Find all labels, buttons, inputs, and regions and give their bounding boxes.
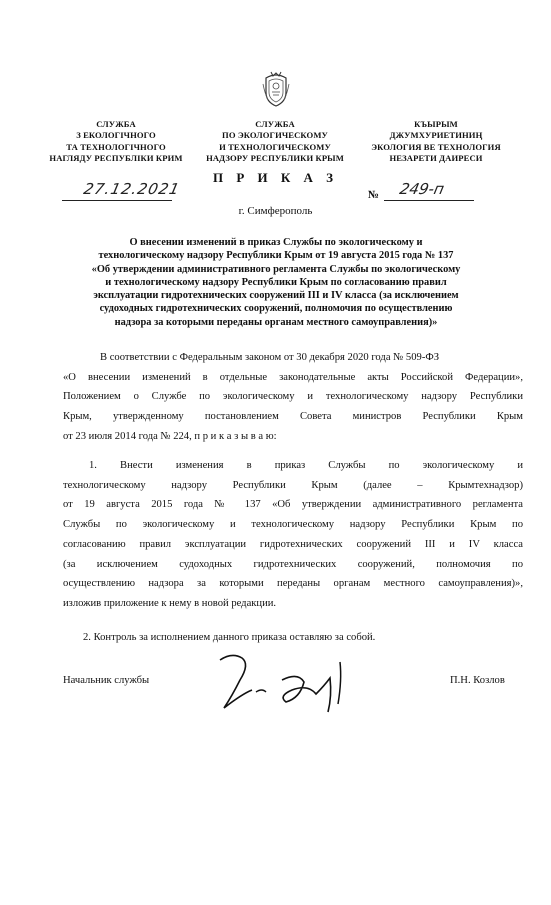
header-org-russian: СЛУЖБА ПО ЭКОЛОГИЧЕСКОМУ И ТЕХНОЛОГИЧЕСКОМУ НАДЗОРУ РЕСПУБЛИКИ КРЫМ xyxy=(206,119,344,163)
date-underline xyxy=(62,200,172,201)
order-number: 249-п xyxy=(398,180,446,198)
preamble-paragraph: В соответствии с Федеральным законом от 30 декабря 2020 года № 509-ФЗ «О внесении изменений в отдельные законодательные акты Российской Федерации», Положением о Службе по экологическому и технологическому надзору Республики Крым, утвержденному постановлением Совета министров Республики Крым от 23 июля 2014 года № 224, п р и к а з ы в а ю: xyxy=(63,352,523,442)
coat-of-arms-emblem xyxy=(262,70,290,108)
handwritten-signature xyxy=(212,650,362,720)
order-title: П Р И К А З xyxy=(212,170,339,185)
order-heading: О внесении изменений в приказ Службы по экологическому и технологическому надзору Республики Крым от 19 августа 2015 года № 137 «Об утверждении административного регламента Службы по экологическому и технологическому надзору Республики Крым по согласованию правил эксплуатации гидротехнических сооружений III и IV класса (за исключением судоходных гидротехнических сооружений, полномочия по осуществлению надзора за которыми переданы органам местного самоуправления)» xyxy=(91,237,461,328)
number-underline xyxy=(384,200,474,201)
order-item-2: 2. Контроль за исполнением данного приказа оставляю за собой. xyxy=(83,632,376,643)
order-item-1: 1. Внести изменения в приказ Службы по экологическому и технологическому надзору Республики Крым (далее – Крымтехнадзор) от 19 августа 2015 года № 137 «Об утверждении административного регламента Службы по экологическому и технологическому надзору Республики Крым по согласованию правил эксплуатации гидротехнических сооружений III и IV класса (за исключением судоходных гидротехнических сооружений, полномочия по осуществлению надзора за которыми переданы органам местного самоуправления)», изложив приложение к нему в новой редакции. xyxy=(63,460,523,609)
signer-role: Начальник службы xyxy=(63,675,150,686)
header-org-crimean-tatar: КЪЫРЫМ ДЖУМХУРИЕТИНИҢ ЭКОЛОГИЯ ВЕ ТЕХНОЛОГИЯ НЕЗАРЕТИ ДАИРЕСИ xyxy=(371,119,501,163)
signer-name: П.Н. Козлов xyxy=(450,675,505,686)
order-number-label: № xyxy=(368,189,380,201)
header-org-ukrainian: СЛУЖБА З ЕКОЛОГІЧНОГО ТА ТЕХНОЛОГІЧНОГО НАГЛЯДУ РЕСПУБЛІКИ КРИМ xyxy=(49,119,183,163)
order-city: г. Симферополь xyxy=(238,205,313,217)
order-date: 27.12.2021 xyxy=(82,180,182,198)
